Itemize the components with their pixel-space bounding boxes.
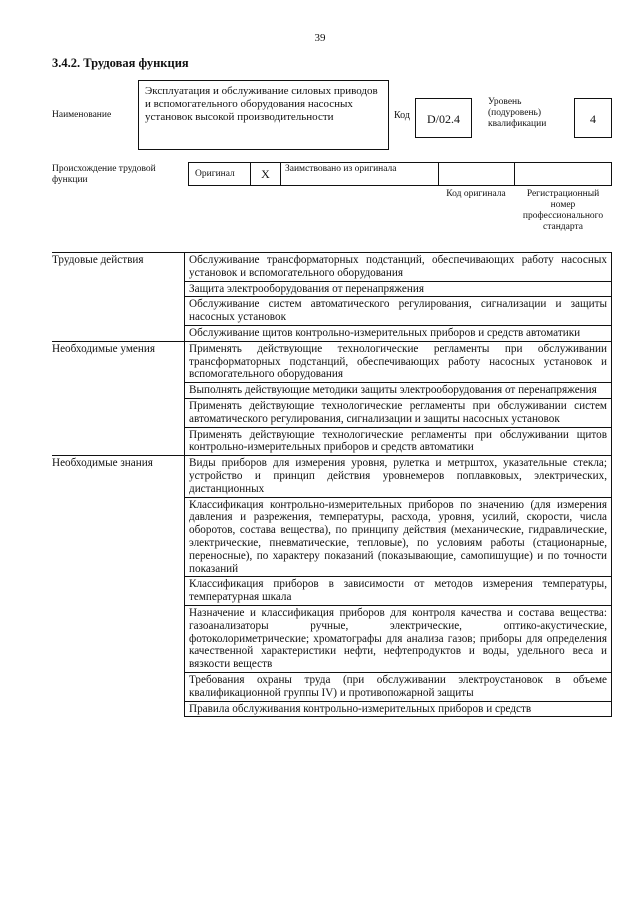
table-cell: Классификация контрольно-измерительных приборов по значению (для измерения давления и разрежения, температуры, расхода, уровня, усилий, скорости, числа оборотов, состава вещества), по принципу действия (механические, гидравлические, электрические, пневматические, тепловые), по условиям работы (стационарные, переносные), по характеру показаний (показывающие, самопишущие) и по точности показаний	[185, 497, 612, 577]
qualification-level-label: Уровень (подуровень) квалификации	[488, 97, 547, 129]
origin-label: Происхождение трудовой функции	[52, 164, 156, 185]
table-cell: Требования охраны труда (при обслуживании электроустановок в объеме квалификационной группы IV) и противопожарной защиты	[185, 672, 612, 701]
table-cell: Применять действующие технологические регламенты при обслуживании систем автоматического регулирования, сигнализации и защиты насосных установок	[185, 398, 612, 427]
group-label-required-skills: Необходимые умения	[52, 341, 185, 455]
registration-number-cell	[515, 163, 611, 185]
table-row	[52, 456, 612, 497]
table-row	[52, 341, 612, 382]
original-mark: X	[251, 163, 281, 185]
qualification-level-value: 4	[574, 98, 612, 138]
function-name: Эксплуатация и обслуживание силовых приводов и вспомогательного оборудования насосных установок высокой производительности	[138, 80, 389, 150]
page-number: 39	[314, 32, 326, 44]
table-cell: Обслуживание щитов контрольно-измерительных приборов и средств автоматики	[185, 325, 612, 341]
function-details-table	[52, 252, 612, 717]
original-code-cell	[439, 163, 515, 185]
table-cell: Применять действующие технологические регламенты при обслуживании трансформаторных подстанций, обеспечивающих работу насосных установок и вспомогательного оборудования	[185, 341, 612, 382]
table-cell: Применять действующие технологические регламенты при обслуживании щитов контрольно-измерительных приборов и средств автоматики	[185, 427, 612, 456]
origin-row	[188, 162, 612, 186]
table-cell: Обслуживание систем автоматического регулирования, сигнализации и защиты насосных установок	[185, 297, 612, 326]
table-cell: Виды приборов для измерения уровня, рулетка и метрштох, указательные стекла; устройство и принцип действия уровнемеров поплавковых, электрических, дистанционных	[185, 456, 612, 497]
borrowed-label: Заимствовано из оригинала	[281, 163, 439, 185]
original-label: Оригинал	[189, 163, 251, 185]
code-value: D/02.4	[415, 98, 472, 138]
group-label-labor-actions: Трудовые действия	[52, 253, 185, 342]
table-cell: Защита электрооборудования от перенапряжения	[185, 281, 612, 297]
original-code-label: Код оригинала	[446, 189, 506, 199]
group-label-required-knowledge: Необходимые знания	[52, 456, 185, 717]
table-cell: Классификация приборов в зависимости от методов измерения температуры, температурная шкала	[185, 577, 612, 606]
registration-number-label: Регистрационный номер профессионального стандарта	[522, 189, 604, 232]
section-title: 3.4.2. Трудовая функция	[52, 56, 189, 70]
table-cell: Выполнять действующие методики защиты электрооборудования от перенапряжения	[185, 383, 612, 399]
code-label: Код	[394, 110, 410, 121]
name-label: Наименование	[52, 110, 112, 120]
table-cell: Обслуживание трансформаторных подстанций, обеспечивающих работу насосных установок и вспомогательного оборудования	[185, 253, 612, 282]
table-cell: Назначение и классификация приборов для контроля качества и состава вещества: газоанализаторы ручные, электрические, оптико-акустические, фотоколориметрические; хроматографы для анализа газов; приборы для определения качественной характеристики нефти, нефтепродуктов и воды, удельного веса и вязкости веществ	[185, 605, 612, 672]
table-cell: Правила обслуживания контрольно-измерительных приборов и средств	[185, 701, 612, 717]
table-row	[52, 253, 612, 282]
